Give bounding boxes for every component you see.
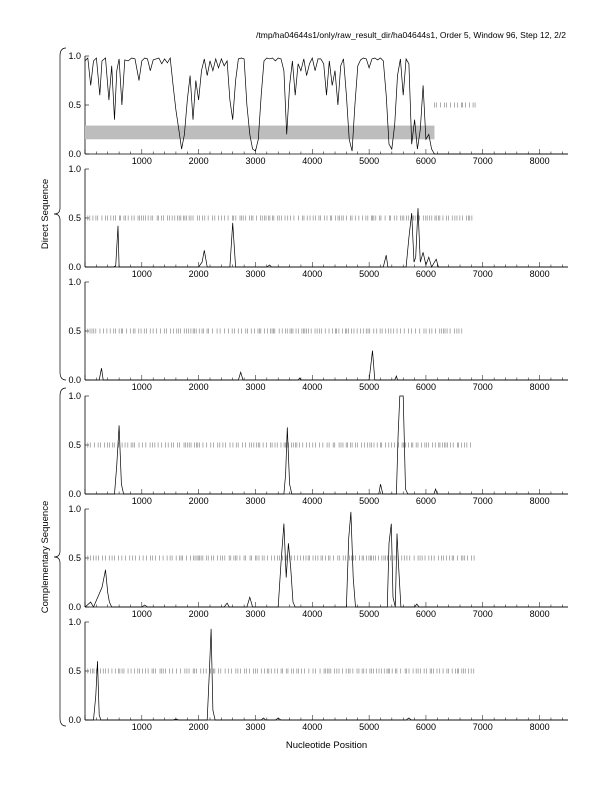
y-tick-label: 0.0 bbox=[68, 375, 81, 385]
series-line bbox=[85, 512, 568, 607]
x-tick-label: 3000 bbox=[245, 609, 266, 619]
x-tick-label: 2000 bbox=[188, 382, 209, 392]
group-label-1: Direct Sequence bbox=[40, 178, 51, 250]
y-tick-label: 0.5 bbox=[68, 553, 81, 563]
y-tick-label: 0.5 bbox=[68, 213, 81, 223]
x-tick-label: 1000 bbox=[131, 496, 152, 506]
shaded-band bbox=[85, 126, 434, 140]
header-title: /tmp/ha04644s1/only/raw_result_dir/ha04644s1, Order 5, Window 96, Step 12, 2/2 bbox=[256, 30, 566, 40]
series-line bbox=[85, 208, 568, 267]
x-tick-label: 8000 bbox=[529, 722, 550, 732]
x-tick-label: 6000 bbox=[415, 269, 436, 279]
x-tick-label: 2000 bbox=[188, 609, 209, 619]
x-tick-label: 8000 bbox=[529, 609, 550, 619]
series-line bbox=[85, 351, 568, 380]
y-tick-label: 1.0 bbox=[68, 164, 81, 174]
x-tick-label: 2000 bbox=[188, 269, 209, 279]
x-tick-label: 5000 bbox=[359, 722, 380, 732]
y-tick-label: 1.0 bbox=[68, 277, 81, 287]
chart-panel-6 bbox=[85, 622, 568, 720]
y-tick-label: 0.5 bbox=[68, 666, 81, 676]
x-tick-label: 7000 bbox=[472, 156, 493, 166]
x-tick-label: 5000 bbox=[359, 609, 380, 619]
x-tick-label: 7000 bbox=[472, 722, 493, 732]
x-tick-label: 4000 bbox=[302, 382, 323, 392]
x-axis-title: Nucleotide Position bbox=[285, 740, 368, 751]
y-tick-label: 0.5 bbox=[68, 326, 81, 336]
y-tick-label: 0.5 bbox=[68, 440, 81, 450]
x-tick-label: 3000 bbox=[245, 269, 266, 279]
y-tick-label: 1.0 bbox=[68, 617, 81, 627]
x-tick-label: 4000 bbox=[302, 722, 323, 732]
x-tick-label: 7000 bbox=[472, 269, 493, 279]
x-tick-label: 7000 bbox=[472, 496, 493, 506]
x-tick-label: 8000 bbox=[529, 156, 550, 166]
x-tick-label: 8000 bbox=[529, 382, 550, 392]
chart-panel-5 bbox=[85, 509, 568, 607]
x-tick-label: 4000 bbox=[302, 496, 323, 506]
y-tick-label: 1.0 bbox=[68, 504, 81, 514]
series-line bbox=[85, 58, 568, 154]
x-tick-label: 5000 bbox=[359, 269, 380, 279]
chart-panel-4 bbox=[85, 396, 568, 494]
x-tick-label: 8000 bbox=[529, 269, 550, 279]
x-tick-label: 5000 bbox=[359, 382, 380, 392]
x-tick-label: 1000 bbox=[131, 382, 152, 392]
y-tick-label: 0.5 bbox=[68, 100, 81, 110]
x-tick-label: 6000 bbox=[415, 722, 436, 732]
x-tick-label: 7000 bbox=[472, 609, 493, 619]
x-tick-label: 6000 bbox=[415, 382, 436, 392]
x-tick-label: 2000 bbox=[188, 722, 209, 732]
x-tick-label: 3000 bbox=[245, 722, 266, 732]
y-tick-label: 1.0 bbox=[68, 51, 81, 61]
x-tick-label: 8000 bbox=[529, 496, 550, 506]
x-tick-label: 7000 bbox=[472, 382, 493, 392]
x-tick-label: 6000 bbox=[415, 496, 436, 506]
y-tick-label: 0.0 bbox=[68, 262, 81, 272]
x-tick-label: 4000 bbox=[302, 269, 323, 279]
group-label-2: Complementary Sequence bbox=[40, 500, 51, 614]
x-tick-label: 1000 bbox=[131, 269, 152, 279]
y-tick-label: 0.0 bbox=[68, 602, 81, 612]
chart-panel-1 bbox=[85, 56, 568, 154]
x-tick-label: 2000 bbox=[188, 496, 209, 506]
chart-panel-3 bbox=[85, 282, 568, 380]
x-tick-label: 3000 bbox=[245, 496, 266, 506]
x-tick-label: 1000 bbox=[131, 156, 152, 166]
series-line bbox=[85, 396, 568, 494]
x-tick-label: 5000 bbox=[359, 496, 380, 506]
y-tick-label: 1.0 bbox=[68, 391, 81, 401]
group-brace-2 bbox=[54, 388, 66, 726]
x-tick-label: 3000 bbox=[245, 156, 266, 166]
x-tick-label: 3000 bbox=[245, 382, 266, 392]
group-brace-1 bbox=[54, 48, 66, 380]
x-tick-label: 6000 bbox=[415, 156, 436, 166]
x-tick-label: 5000 bbox=[359, 156, 380, 166]
x-tick-label: 2000 bbox=[188, 156, 209, 166]
series-line bbox=[85, 629, 568, 720]
y-tick-label: 0.0 bbox=[68, 149, 81, 159]
x-tick-label: 4000 bbox=[302, 156, 323, 166]
x-tick-label: 6000 bbox=[415, 609, 436, 619]
y-tick-label: 0.0 bbox=[68, 715, 81, 725]
chart-panel-2 bbox=[85, 169, 568, 267]
x-tick-label: 4000 bbox=[302, 609, 323, 619]
x-tick-label: 1000 bbox=[131, 609, 152, 619]
y-tick-label: 0.0 bbox=[68, 489, 81, 499]
x-tick-label: 1000 bbox=[131, 722, 152, 732]
